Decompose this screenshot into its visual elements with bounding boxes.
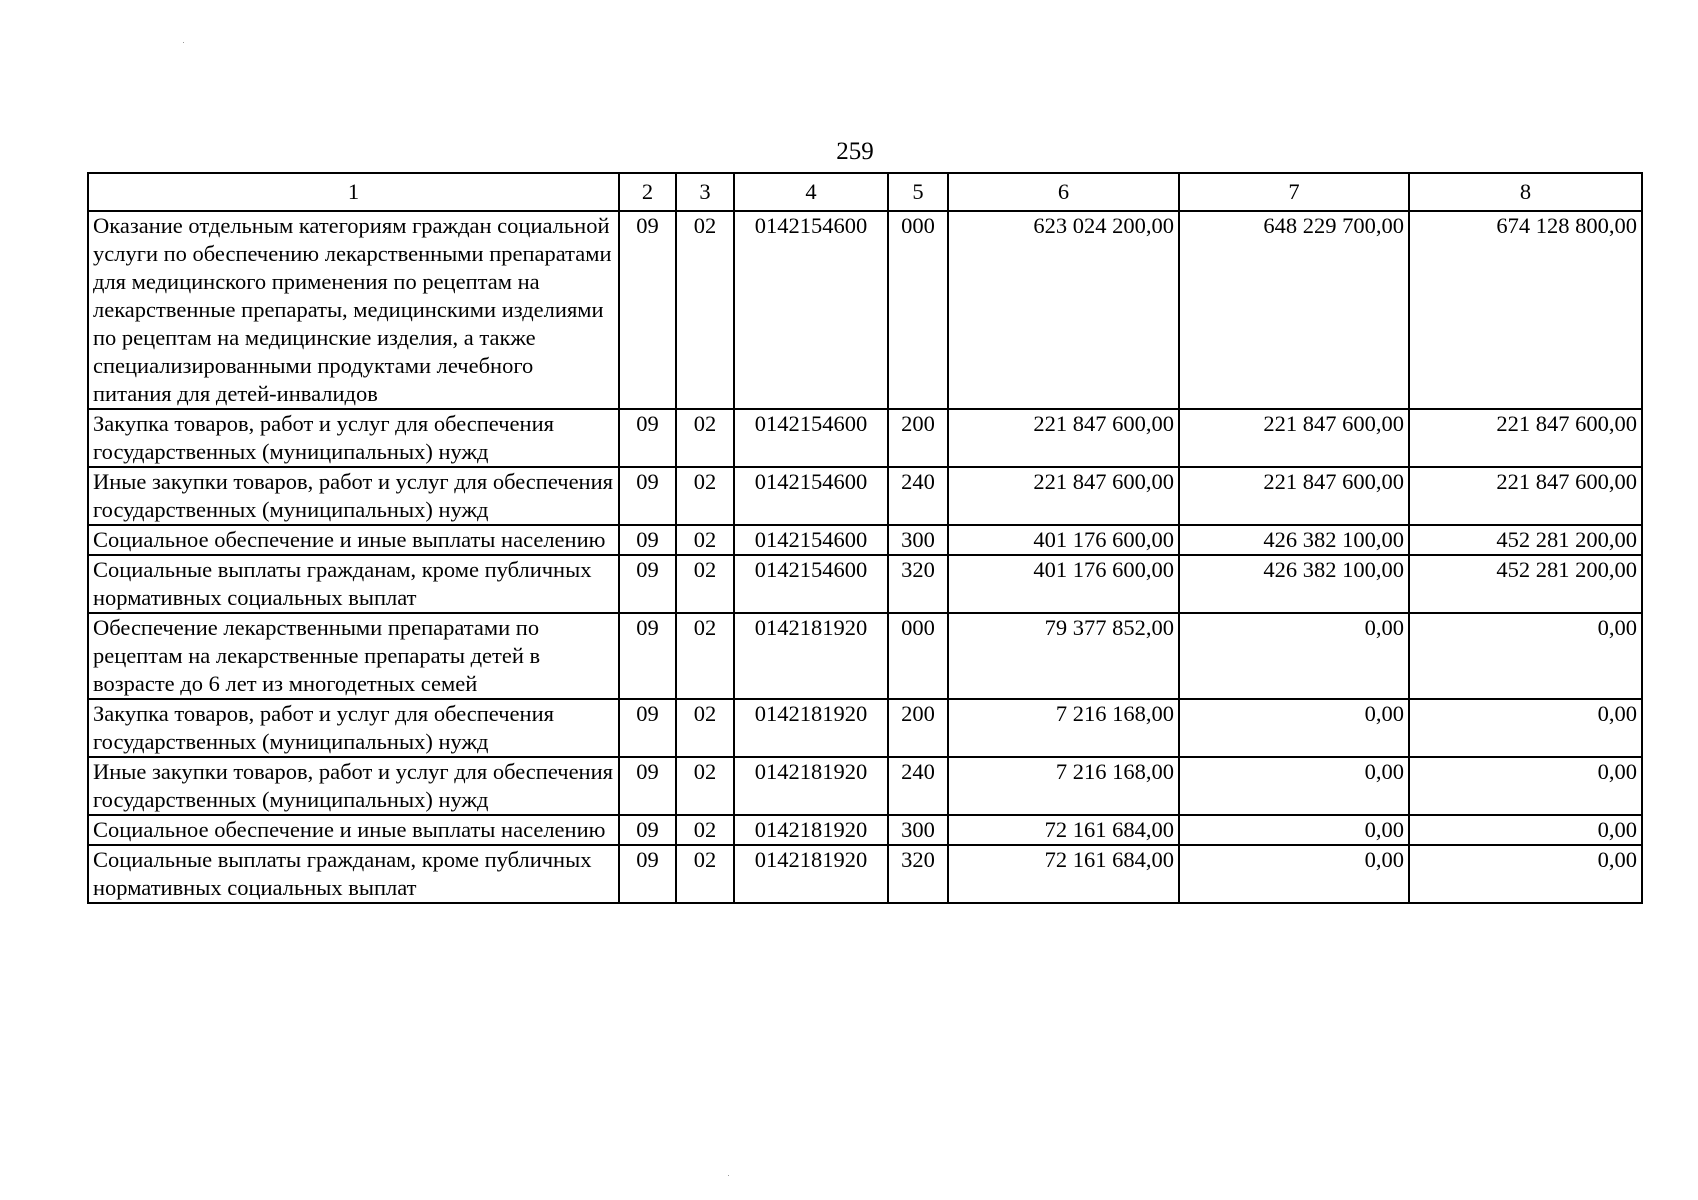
cell-amount-col7: 0,00 <box>1179 613 1409 699</box>
table-row <box>88 409 1642 467</box>
cell-amount-col8: 0,00 <box>1409 699 1642 757</box>
cell-name: Социальное обеспечение и иные выплаты населению <box>88 815 619 845</box>
cell-amount-col6: 221 847 600,00 <box>948 467 1179 525</box>
table-row <box>88 845 1642 903</box>
cell-subsection: 02 <box>676 699 734 757</box>
cell-subsection: 02 <box>676 211 734 409</box>
table-row <box>88 211 1642 409</box>
cell-amount-col6: 7 216 168,00 <box>948 757 1179 815</box>
cell-section: 09 <box>619 845 676 903</box>
cell-target-article: 0142181920 <box>734 613 888 699</box>
cell-subsection: 02 <box>676 815 734 845</box>
cell-section: 09 <box>619 613 676 699</box>
cell-amount-col6: 221 847 600,00 <box>948 409 1179 467</box>
cell-name: Оказание отдельным категориям граждан социальной услуги по обеспечению лекарственными препаратами для медицинского применения по рецептам на лекарственные препараты, медицинскими изделиями по рецептам на медицинские изделия, а также специализированными продуктами лечебного питания для детей-инвалидов <box>88 211 619 409</box>
cell-amount-col7: 426 382 100,00 <box>1179 555 1409 613</box>
header-col-6: 6 <box>948 173 1179 211</box>
header-row <box>88 173 1642 211</box>
cell-target-article: 0142181920 <box>734 757 888 815</box>
cell-expense-type: 300 <box>888 815 948 845</box>
cell-section: 09 <box>619 555 676 613</box>
cell-amount-col8: 221 847 600,00 <box>1409 409 1642 467</box>
cell-amount-col7: 221 847 600,00 <box>1179 409 1409 467</box>
cell-name: Иные закупки товаров, работ и услуг для обеспечения государственных (муниципальных) нужд <box>88 467 619 525</box>
scan-speck <box>183 42 184 43</box>
cell-expense-type: 000 <box>888 211 948 409</box>
cell-section: 09 <box>619 409 676 467</box>
header-col-8: 8 <box>1409 173 1642 211</box>
header-col-4: 4 <box>734 173 888 211</box>
cell-section: 09 <box>619 211 676 409</box>
cell-target-article: 0142154600 <box>734 409 888 467</box>
cell-name: Социальные выплаты гражданам, кроме публичных нормативных социальных выплат <box>88 555 619 613</box>
cell-amount-col8: 674 128 800,00 <box>1409 211 1642 409</box>
cell-amount-col7: 0,00 <box>1179 845 1409 903</box>
cell-subsection: 02 <box>676 467 734 525</box>
page-number: 259 <box>836 138 874 165</box>
table-row <box>88 467 1642 525</box>
cell-amount-col8: 0,00 <box>1409 757 1642 815</box>
cell-section: 09 <box>619 757 676 815</box>
cell-subsection: 02 <box>676 613 734 699</box>
cell-target-article: 0142181920 <box>734 815 888 845</box>
scan-speck <box>728 1175 729 1176</box>
cell-name: Иные закупки товаров, работ и услуг для обеспечения государственных (муниципальных) нужд <box>88 757 619 815</box>
cell-amount-col8: 221 847 600,00 <box>1409 467 1642 525</box>
cell-target-article: 0142181920 <box>734 845 888 903</box>
header-col-5: 5 <box>888 173 948 211</box>
cell-expense-type: 320 <box>888 845 948 903</box>
cell-amount-col8: 0,00 <box>1409 845 1642 903</box>
cell-amount-col6: 7 216 168,00 <box>948 699 1179 757</box>
cell-amount-col6: 79 377 852,00 <box>948 613 1179 699</box>
table-row <box>88 525 1642 555</box>
cell-expense-type: 000 <box>888 613 948 699</box>
cell-amount-col7: 0,00 <box>1179 699 1409 757</box>
cell-amount-col6: 623 024 200,00 <box>948 211 1179 409</box>
cell-amount-col8: 0,00 <box>1409 613 1642 699</box>
cell-amount-col7: 648 229 700,00 <box>1179 211 1409 409</box>
table-row <box>88 757 1642 815</box>
budget-table <box>87 172 1643 904</box>
cell-expense-type: 200 <box>888 699 948 757</box>
cell-amount-col8: 0,00 <box>1409 815 1642 845</box>
cell-amount-col7: 426 382 100,00 <box>1179 525 1409 555</box>
header-col-2: 2 <box>619 173 676 211</box>
cell-subsection: 02 <box>676 845 734 903</box>
cell-expense-type: 300 <box>888 525 948 555</box>
cell-amount-col6: 401 176 600,00 <box>948 525 1179 555</box>
cell-subsection: 02 <box>676 757 734 815</box>
cell-expense-type: 320 <box>888 555 948 613</box>
cell-subsection: 02 <box>676 525 734 555</box>
header-col-7: 7 <box>1179 173 1409 211</box>
cell-expense-type: 240 <box>888 467 948 525</box>
header-col-3: 3 <box>676 173 734 211</box>
cell-target-article: 0142181920 <box>734 699 888 757</box>
cell-amount-col7: 0,00 <box>1179 757 1409 815</box>
cell-subsection: 02 <box>676 409 734 467</box>
cell-name: Социальное обеспечение и иные выплаты населению <box>88 525 619 555</box>
table-row <box>88 555 1642 613</box>
table-row <box>88 699 1642 757</box>
cell-section: 09 <box>619 815 676 845</box>
cell-amount-col7: 0,00 <box>1179 815 1409 845</box>
cell-target-article: 0142154600 <box>734 555 888 613</box>
cell-expense-type: 240 <box>888 757 948 815</box>
cell-name: Закупка товаров, работ и услуг для обеспечения государственных (муниципальных) нужд <box>88 699 619 757</box>
cell-amount-col6: 401 176 600,00 <box>948 555 1179 613</box>
cell-expense-type: 200 <box>888 409 948 467</box>
cell-target-article: 0142154600 <box>734 211 888 409</box>
cell-amount-col7: 221 847 600,00 <box>1179 467 1409 525</box>
cell-name: Обеспечение лекарственными препаратами по рецептам на лекарственные препараты детей в возрасте до 6 лет из многодетных семей <box>88 613 619 699</box>
header-col-1: 1 <box>88 173 619 211</box>
table-row <box>88 815 1642 845</box>
cell-name: Закупка товаров, работ и услуг для обеспечения государственных (муниципальных) нужд <box>88 409 619 467</box>
cell-section: 09 <box>619 525 676 555</box>
cell-target-article: 0142154600 <box>734 467 888 525</box>
cell-subsection: 02 <box>676 555 734 613</box>
cell-amount-col6: 72 161 684,00 <box>948 845 1179 903</box>
cell-amount-col8: 452 281 200,00 <box>1409 555 1642 613</box>
cell-target-article: 0142154600 <box>734 525 888 555</box>
table-row <box>88 613 1642 699</box>
cell-amount-col8: 452 281 200,00 <box>1409 525 1642 555</box>
cell-section: 09 <box>619 467 676 525</box>
cell-amount-col6: 72 161 684,00 <box>948 815 1179 845</box>
cell-name: Социальные выплаты гражданам, кроме публичных нормативных социальных выплат <box>88 845 619 903</box>
cell-section: 09 <box>619 699 676 757</box>
